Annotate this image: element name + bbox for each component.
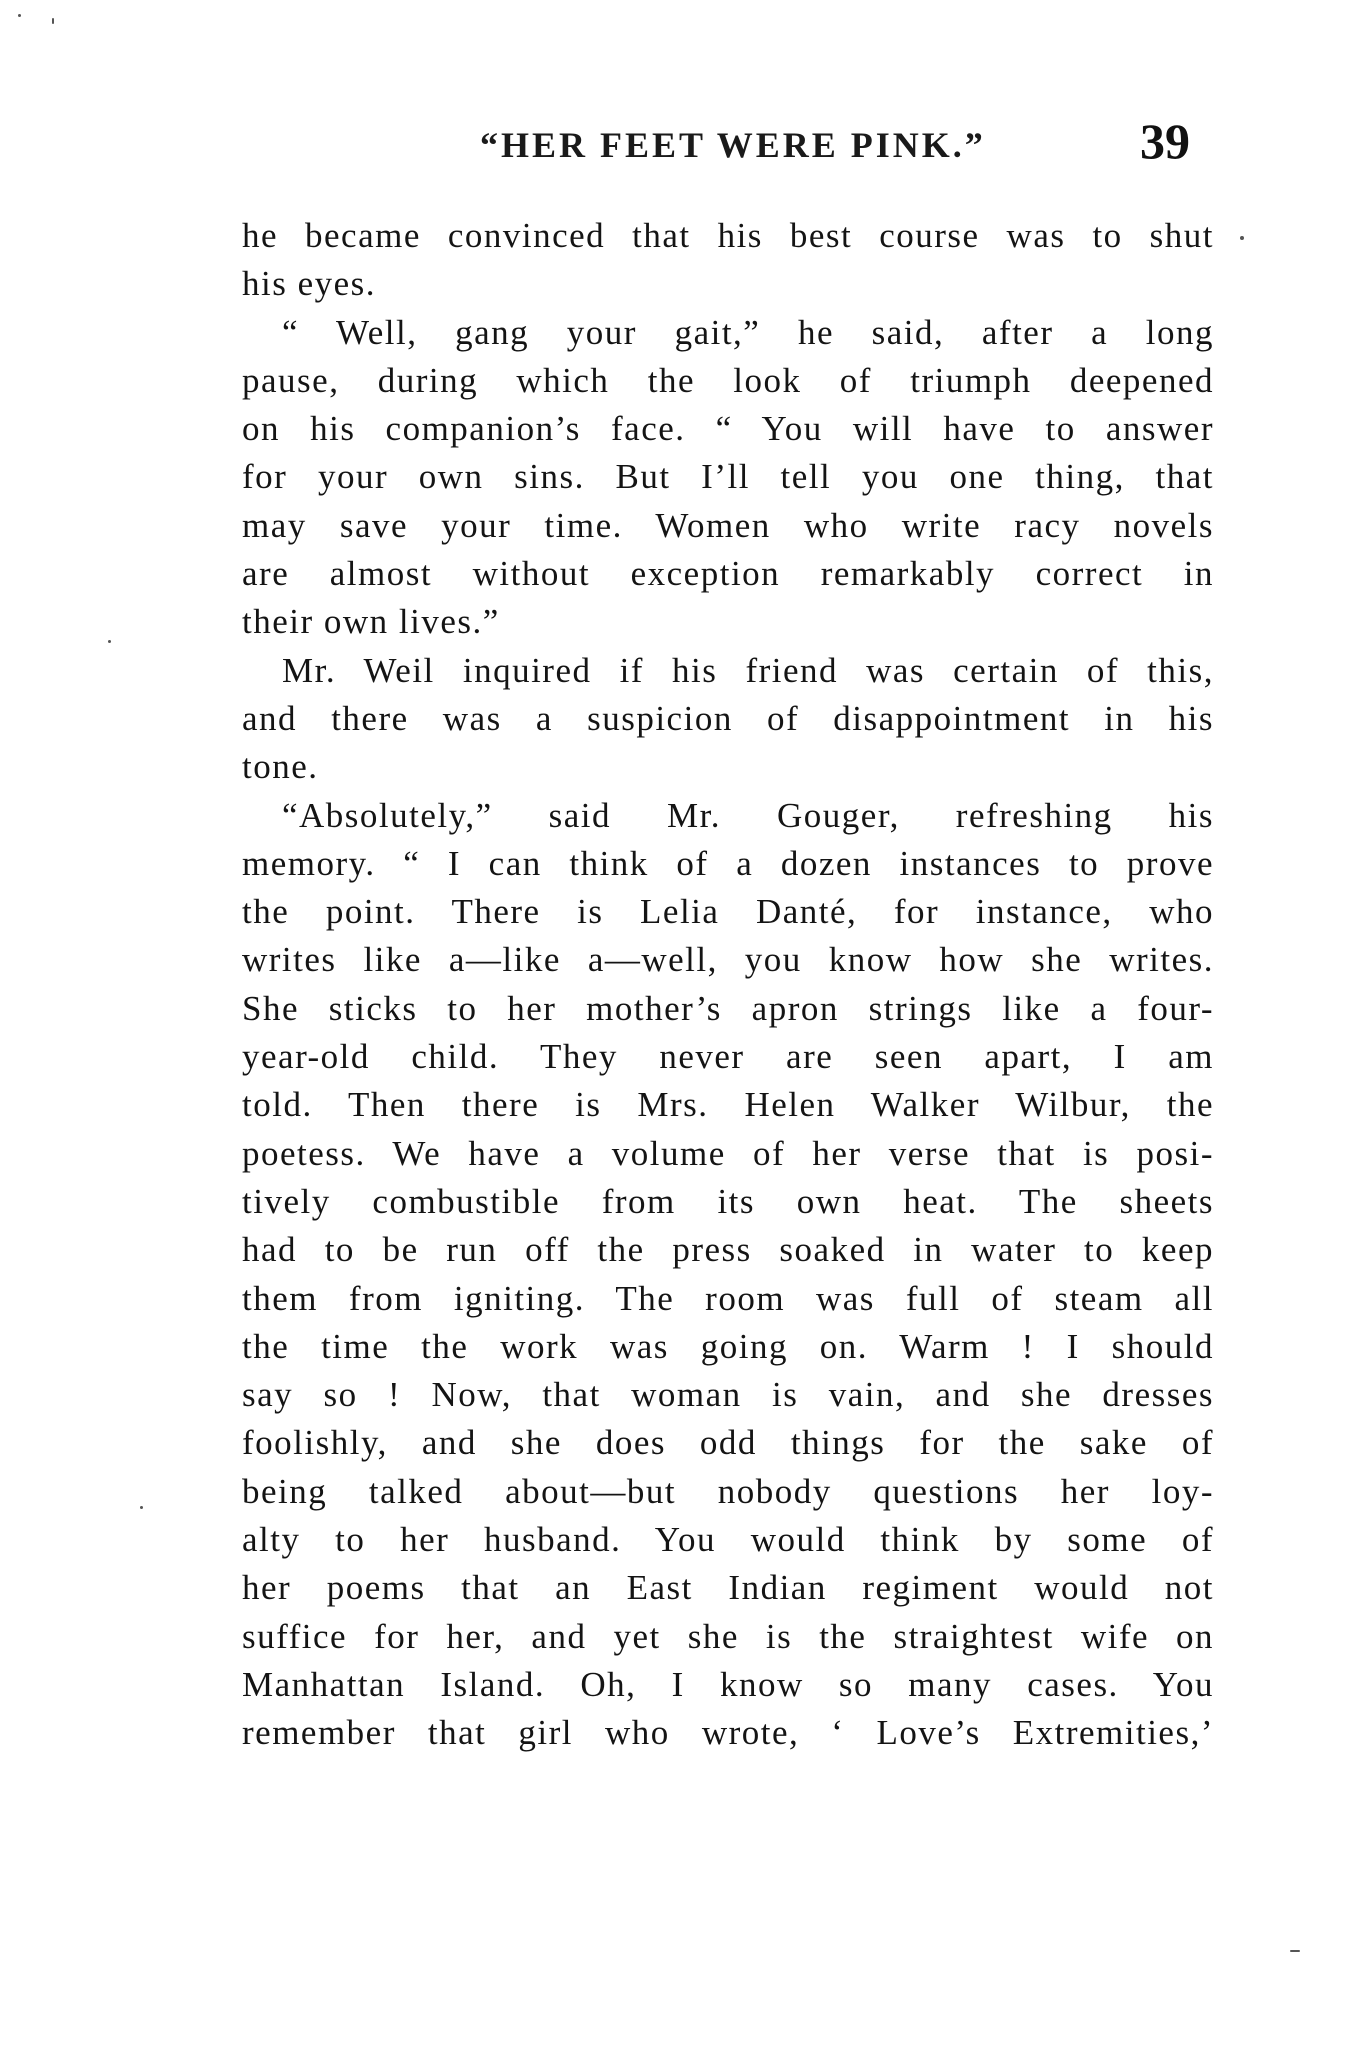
text-line: Mr. Weil inquired if his friend was certain of this, bbox=[282, 650, 1214, 690]
text-line: tone. bbox=[242, 747, 319, 787]
text-line: pause, during which the look of triumph deepened bbox=[242, 360, 1214, 400]
text-line: alty to her husband. You would think by some of bbox=[242, 1520, 1214, 1560]
scan-speck bbox=[52, 18, 54, 24]
text-line: his eyes. bbox=[242, 264, 377, 304]
text-line: “ Well, gang your gait,” he said, after a long bbox=[282, 312, 1214, 352]
text-line: “Absolutely,” said Mr. Gouger, refreshing his bbox=[282, 795, 1214, 835]
text-line: say so ! Now, that woman is vain, and she dresses bbox=[242, 1375, 1214, 1415]
text-line: foolishly, and she does odd things for the sake of bbox=[242, 1423, 1214, 1463]
scan-speck bbox=[1240, 236, 1244, 240]
text-line: suffice for her, and yet she is the straightest wife on bbox=[242, 1616, 1214, 1656]
text-line: remember that girl who wrote, ‘ Love’s Extremities,’ bbox=[242, 1713, 1214, 1753]
text-line: on his companion’s face. “ You will have to answer bbox=[242, 409, 1214, 449]
scan-speck bbox=[18, 14, 21, 17]
text-line: are almost without exception remarkably correct in bbox=[242, 554, 1214, 594]
text-line: their own lives.” bbox=[242, 602, 500, 642]
text-line: being talked about—but nobody questions her loy- bbox=[242, 1471, 1214, 1511]
text-line: memory. “ I can think of a dozen instances to prove bbox=[242, 843, 1214, 883]
text-line: had to be run off the press soaked in water to keep bbox=[242, 1230, 1214, 1270]
text-line: may save your time. Women who write racy novels bbox=[242, 505, 1214, 545]
text-line: told. Then there is Mrs. Helen Walker Wilbur, the bbox=[242, 1085, 1214, 1125]
text-line: writes like a—like a—well, you know how she writes. bbox=[242, 940, 1214, 980]
text-line: She sticks to her mother’s apron strings like a four- bbox=[242, 988, 1214, 1028]
running-title: “HER FEET WERE PINK.” bbox=[480, 125, 986, 165]
text-line: her poems that an East Indian regiment would not bbox=[242, 1568, 1214, 1608]
text-line: the point. There is Lelia Danté, for instance, who bbox=[242, 892, 1214, 932]
text-line: them from igniting. The room was full of steam all bbox=[242, 1278, 1214, 1318]
scan-speck bbox=[140, 1506, 143, 1509]
text-line: he became convinced that his best course was to shut bbox=[242, 216, 1214, 255]
page-number: 39 bbox=[1140, 113, 1190, 169]
text-line: for your own sins. But I’ll tell you one thing, that bbox=[242, 457, 1214, 497]
body-text bbox=[242, 212, 1214, 1758]
text-line: and there was a suspicion of disappointment in his bbox=[242, 698, 1214, 738]
text-line: the time the work was going on. Warm ! I should bbox=[242, 1326, 1214, 1366]
scan-speck bbox=[1290, 1950, 1300, 1952]
text-line: poetess. We have a volume of her verse that is posi- bbox=[242, 1133, 1214, 1173]
text-line: tively combustible from its own heat. The sheets bbox=[242, 1181, 1214, 1221]
scan-speck bbox=[108, 640, 111, 643]
text-line: year-old child. They never are seen apart, I am bbox=[242, 1037, 1214, 1077]
text-line: Manhattan Island. Oh, I know so many cases. You bbox=[242, 1664, 1214, 1704]
